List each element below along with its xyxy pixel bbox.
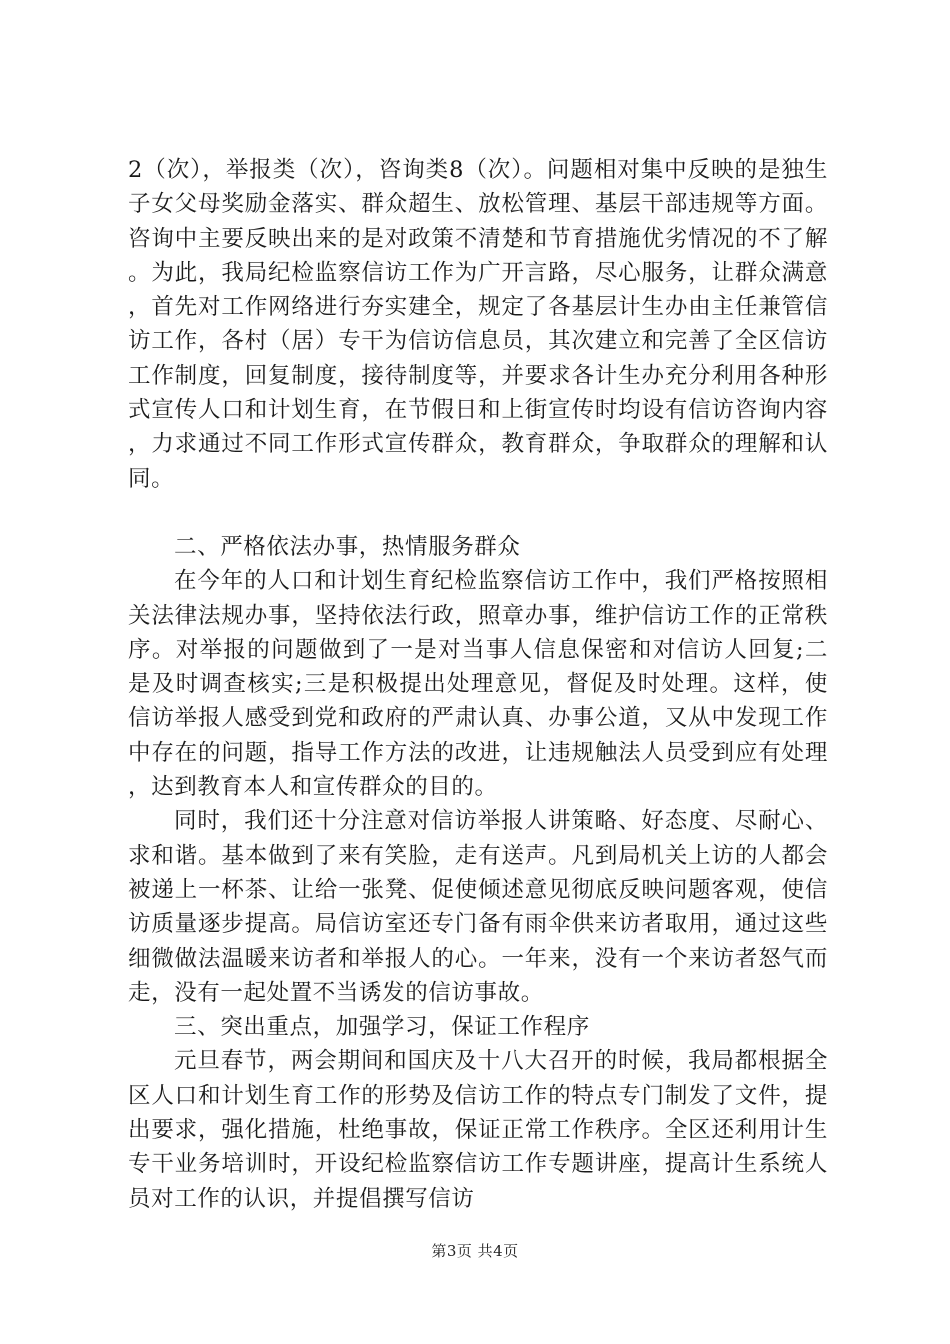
section-heading-3: 三、突出重点，加强学习，保证工作程序 xyxy=(174,1014,590,1041)
document-body xyxy=(128,153,828,1216)
paragraph-section-3-body: 元旦春节，两会期间和国庆及十八大召开的时候，我局都根据全区人口和计划生育工作的形势及信访工作的特点专门制发了文件，提出要求，强化措施，杜绝事故，保证正常工作秩序。全区还利用计生专干业务培训时，开设纪检监察信访工作专题讲座，提高计生系统人员对工作的认识，并提倡撰写信访 xyxy=(128,1048,828,1212)
paragraph-continuation: 2（次），举报类（次），咨询类8（次）。问题相对集中反映的是独生子女父母奖励金落实、群众超生、放松管理、基层干部违规等方面。咨询中主要反映出来的是对政策不清楚和节育措施优劣情况的不了解。为此，我局纪检监察信访工作为广开言路，尽心服务，让群众满意，首先对工作网络进行夯实建全，规定了各基层计生办由主任兼管信访工作，各村（居）专干为信访信息员，其次建立和完善了全区信访工作制度，回复制度，接待制度等，并要求各计生办充分利用各种形式宣传人口和计划生育，在节假日和上街宣传时均设有信访咨询内容，力求通过不同工作形式宣传群众，教育群众，争取群众的理解和认同。 xyxy=(128,157,828,492)
section-heading-2: 二、严格依法办事，热情服务群众 xyxy=(174,533,521,560)
page-footer: 第3页 共4页 xyxy=(431,1242,519,1260)
paragraph-section-2-service: 同时，我们还十分注意对信访举报人讲策略、好态度、尽耐心、求和谐。基本做到了来有笑脸，走有送声。凡到局机关上访的人都会被递上一杯茶、让给一张凳、促使倾述意见彻底反映问题客观，使信访质量逐步提高。局信访室还专门备有雨伞供来访者取用，通过这些细微做法温暖来访者和举报人的心。一年来，没有一个来访者怒气而走，没有一起处置不当诱发的信访事故。 xyxy=(128,808,828,1006)
paragraph-section-2-body: 在今年的人口和计划生育纪检监察信访工作中，我们严格按照相关法律法规办事，坚持依法行政，照章办事，维护信访工作的正常秩序。对举报的问题做到了一是对当事人信息保密和对信访人回复;二是及时调查核实;三是积极提出处理意见，督促及时处理。这样，使信访举报人感受到党和政府的严肃认真、办事公道，又从中发现工作中存在的问题，指导工作方法的改进，让违规触法人员受到应有处理，达到教育本人和宣传群众的目的。 xyxy=(128,568,828,801)
